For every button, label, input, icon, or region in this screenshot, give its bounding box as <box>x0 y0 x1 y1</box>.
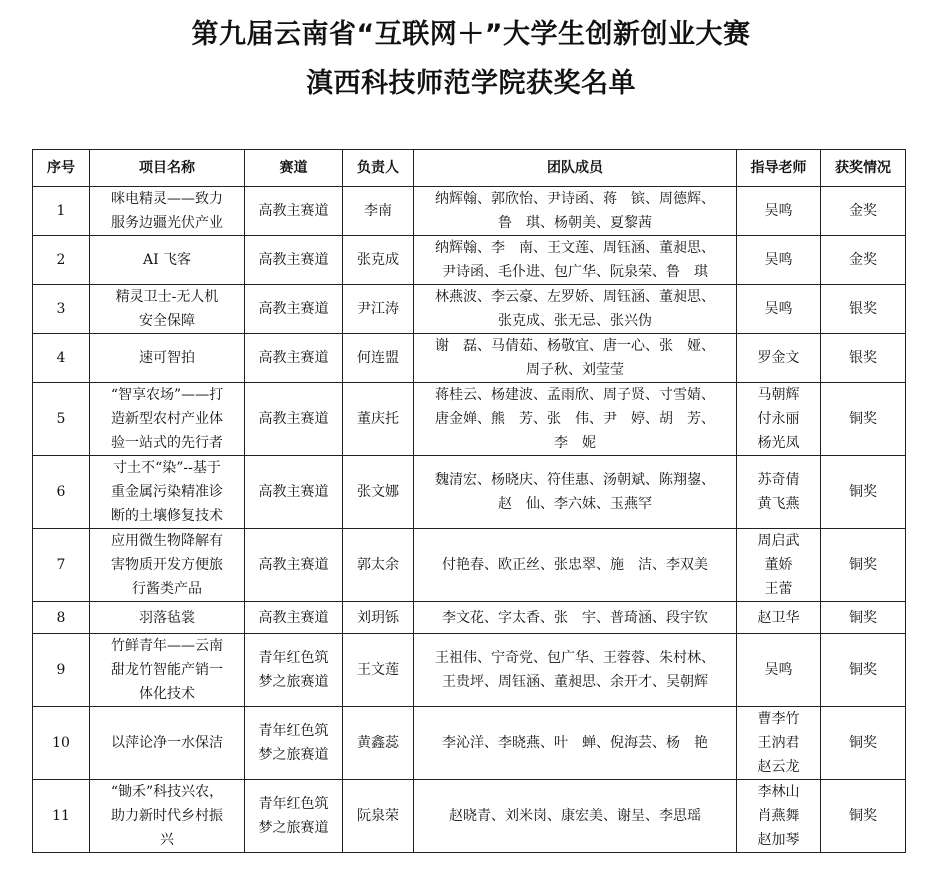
cell-no: 5 <box>33 383 90 456</box>
cell-no: 1 <box>33 187 90 236</box>
cell-leader: 刘玥铄 <box>343 602 414 634</box>
header-no: 序号 <box>33 150 90 187</box>
table-row <box>33 634 906 707</box>
cell-track: 高教主赛道 <box>245 456 343 529</box>
cell-advisor: 吴鸣 <box>737 187 821 236</box>
cell-track: 高教主赛道 <box>245 529 343 602</box>
cell-award: 金奖 <box>821 236 906 285</box>
cell-track: 高教主赛道 <box>245 236 343 285</box>
header-award: 获奖情况 <box>821 150 906 187</box>
table-row <box>33 236 906 285</box>
cell-project: 以萍论净一水保洁 <box>90 707 245 780</box>
table-row <box>33 187 906 236</box>
table-row <box>33 529 906 602</box>
cell-advisor: 罗金文 <box>737 334 821 383</box>
header-track: 赛道 <box>245 150 343 187</box>
cell-leader: 张文娜 <box>343 456 414 529</box>
cell-advisor: 赵卫华 <box>737 602 821 634</box>
cell-track: 高教主赛道 <box>245 334 343 383</box>
cell-award: 银奖 <box>821 334 906 383</box>
cell-advisor: 马朝辉 付永丽 杨光凤 <box>737 383 821 456</box>
table-row <box>33 285 906 334</box>
cell-leader: 阮泉荣 <box>343 780 414 853</box>
cell-project: 精灵卫士-无人机 安全保障 <box>90 285 245 334</box>
cell-members: 李沁洋、李晓燕、叶 蝉、倪海芸、杨 艳 <box>414 707 737 780</box>
header-project: 项目名称 <box>90 150 245 187</box>
cell-no: 2 <box>33 236 90 285</box>
cell-award: 铜奖 <box>821 529 906 602</box>
table-row <box>33 602 906 634</box>
cell-no: 4 <box>33 334 90 383</box>
cell-members: 蒋桂云、杨建波、孟雨欣、周子贤、寸雪婧、 唐金婵、熊 芳、张 伟、尹 婷、胡 芳、 李 妮 <box>414 383 737 456</box>
cell-leader: 尹江涛 <box>343 285 414 334</box>
table-row <box>33 780 906 853</box>
header-advisor: 指导老师 <box>737 150 821 187</box>
cell-leader: 李南 <box>343 187 414 236</box>
cell-leader: 何连盟 <box>343 334 414 383</box>
header-members: 团队成员 <box>414 150 737 187</box>
table-row <box>33 707 906 780</box>
cell-project: 寸土不“染”--基于 重金属污染精准诊 断的土壤修复技术 <box>90 456 245 529</box>
cell-leader: 黄鑫蕊 <box>343 707 414 780</box>
cell-award: 铜奖 <box>821 634 906 707</box>
cell-members: 纳辉翰、李 南、王文莲、周钰涵、董昶思、 尹诗函、毛仆进、包广华、阮泉荣、鲁 琪 <box>414 236 737 285</box>
cell-award: 铜奖 <box>821 780 906 853</box>
cell-no: 7 <box>33 529 90 602</box>
cell-no: 9 <box>33 634 90 707</box>
cell-project: 咪电精灵——致力 服务边疆光伏产业 <box>90 187 245 236</box>
cell-no: 6 <box>33 456 90 529</box>
table-row <box>33 383 906 456</box>
cell-advisor: 苏奇倩 黄飞燕 <box>737 456 821 529</box>
cell-advisor: 周启武 董娇 王蕾 <box>737 529 821 602</box>
cell-advisor: 吴鸣 <box>737 285 821 334</box>
cell-track: 高教主赛道 <box>245 383 343 456</box>
cell-no: 3 <box>33 285 90 334</box>
cell-track: 高教主赛道 <box>245 187 343 236</box>
cell-track: 青年红色筑 梦之旅赛道 <box>245 780 343 853</box>
cell-no: 10 <box>33 707 90 780</box>
cell-track: 青年红色筑 梦之旅赛道 <box>245 707 343 780</box>
cell-members: 谢 磊、马倩茹、杨敬宜、唐一心、张 娅、 周子秋、刘莹莹 <box>414 334 737 383</box>
cell-leader: 王文莲 <box>343 634 414 707</box>
cell-project: “锄禾”科技兴农， 助力新时代乡村振 兴 <box>90 780 245 853</box>
cell-project: 速可智拍 <box>90 334 245 383</box>
table-row <box>33 334 906 383</box>
cell-leader: 张克成 <box>343 236 414 285</box>
cell-advisor: 曹李竹 王汭君 赵云龙 <box>737 707 821 780</box>
cell-members: 王祖伟、宁奇党、包广华、王蓉蓉、朱村林、 王贵坪、周钰涵、董昶思、余开才、吴朝辉 <box>414 634 737 707</box>
cell-project: 应用微生物降解有 害物质开发方便旅 行酱类产品 <box>90 529 245 602</box>
cell-award: 金奖 <box>821 187 906 236</box>
cell-project: AI 飞客 <box>90 236 245 285</box>
cell-project: 羽落毡裳 <box>90 602 245 634</box>
cell-project: 竹鲜青年——云南 甜龙竹智能产销一 体化技术 <box>90 634 245 707</box>
cell-members: 赵晓青、刘米岗、康宏美、谢呈、李思瑶 <box>414 780 737 853</box>
table-header-row <box>33 150 906 187</box>
cell-members: 纳辉翰、郭欣怡、尹诗函、蒋 镔、周德辉、 鲁 琪、杨朝美、夏黎茜 <box>414 187 737 236</box>
cell-award: 铜奖 <box>821 456 906 529</box>
cell-no: 11 <box>33 780 90 853</box>
cell-track: 青年红色筑 梦之旅赛道 <box>245 634 343 707</box>
cell-leader: 董庆托 <box>343 383 414 456</box>
cell-track: 高教主赛道 <box>245 602 343 634</box>
cell-track: 高教主赛道 <box>245 285 343 334</box>
cell-members: 李文花、字太香、张 宇、普琦涵、段宇钦 <box>414 602 737 634</box>
cell-members: 付艳春、欧正丝、张忠翠、施 洁、李双美 <box>414 529 737 602</box>
award-table <box>32 149 906 853</box>
cell-project: “智享农场”——打 造新型农村产业体 验一站式的先行者 <box>90 383 245 456</box>
cell-advisor: 吴鸣 <box>737 236 821 285</box>
cell-members: 林燕波、李云豪、左罗娇、周钰涵、董昶思、 张克成、张无忌、张兴伪 <box>414 285 737 334</box>
header-leader: 负责人 <box>343 150 414 187</box>
cell-award: 银奖 <box>821 285 906 334</box>
table-row <box>33 456 906 529</box>
cell-advisor: 吴鸣 <box>737 634 821 707</box>
cell-leader: 郭太余 <box>343 529 414 602</box>
cell-no: 8 <box>33 602 90 634</box>
cell-award: 铜奖 <box>821 707 906 780</box>
title-line-2: 滇西科技师范学院获奖名单 <box>306 68 636 99</box>
title-line-1: 第九届云南省“互联网＋”大学生创新创业大赛 <box>191 19 751 50</box>
cell-members: 魏清宏、杨晓庆、符佳惠、汤朝斌、陈翔鋆、 赵 仙、李六妹、玉燕罕 <box>414 456 737 529</box>
cell-award: 铜奖 <box>821 383 906 456</box>
cell-award: 铜奖 <box>821 602 906 634</box>
cell-advisor: 李林山 肖燕舞 赵加琴 <box>737 780 821 853</box>
